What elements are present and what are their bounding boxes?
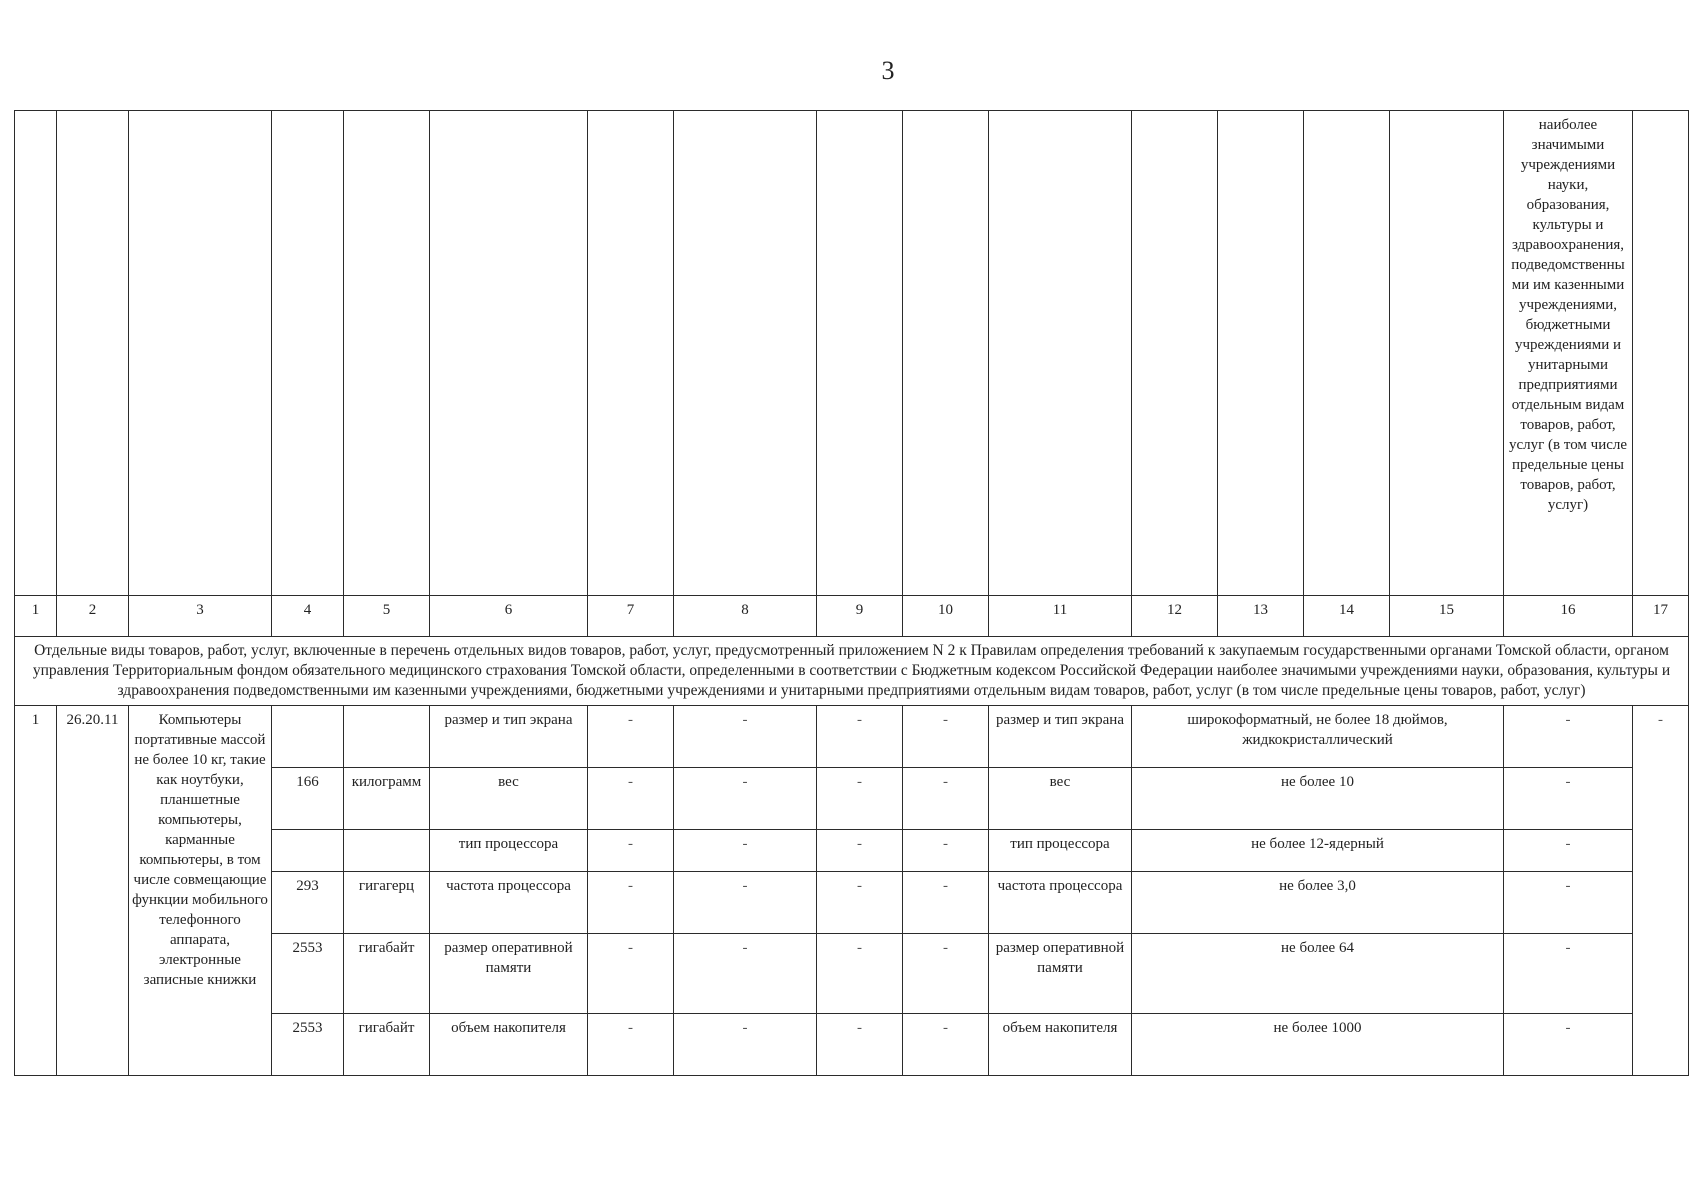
characteristic: тип процессора: [430, 830, 588, 872]
header-cell: [1390, 111, 1504, 596]
value-cell: -: [903, 872, 989, 934]
column-number: 8: [674, 596, 817, 637]
characteristic: объем накопителя: [430, 1014, 588, 1076]
value-cell: -: [1504, 830, 1633, 872]
characteristic-approved: частота процессора: [989, 872, 1132, 934]
header-cell: [1633, 111, 1689, 596]
value-cell: -: [1504, 768, 1633, 830]
value-cell: -: [903, 830, 989, 872]
value-cell: -: [588, 768, 674, 830]
col17-cell: -: [1633, 706, 1689, 1076]
value-cell: -: [817, 706, 903, 768]
column-number: 11: [989, 596, 1132, 637]
requirements-table: [14, 110, 1689, 1076]
value-cell: -: [1504, 934, 1633, 1014]
value-cell: -: [588, 1014, 674, 1076]
unit-name: [344, 830, 430, 872]
value-cell: -: [674, 830, 817, 872]
column-number: 1: [15, 596, 57, 637]
value-cell: -: [588, 830, 674, 872]
value-cell: -: [674, 872, 817, 934]
characteristic-approved: объем накопителя: [989, 1014, 1132, 1076]
header-cell-16: наиболее значимыми учреждениями науки, образования, культуры и здравоохранения, подведомственными им казенными учреждениями, бюджетными учреждениями и унитарными предприятиями отдельным видам товаров, работ, услуг (в том числе предельные цены товаров, работ, услуг): [1504, 111, 1633, 596]
header-cell: [272, 111, 344, 596]
value-cell: -: [817, 1014, 903, 1076]
header-cell: [1132, 111, 1218, 596]
item-name: Компьютеры портативные массой не более 10 кг, такие как ноутбуки, планшетные компьютеры, карманные компьютеры, в том числе совмещающие функции мобильного телефонного аппарата, электронные записные книжки: [129, 706, 272, 1076]
unit-name: килограмм: [344, 768, 430, 830]
okei-code: 293: [272, 872, 344, 934]
column-number: 7: [588, 596, 674, 637]
value-cell: -: [817, 768, 903, 830]
section-title: Отдельные виды товаров, работ, услуг, включенные в перечень отдельных видов товаров, работ, услуг, предусмотренный приложением N 2 к Правилам определения требований к закупаемым государственными органами Томской области, органом управления Территориальным фондом обязательного медицинского страхования Томской области, определенными в соответствии с Бюджетным кодексом Российской Федерации наиболее значимыми учреждениями науки, образования, культуры и здравоохранения подведомственными им казенными учреждениями, бюджетными учреждениями и унитарными предприятиями отдельным видам товаров, работ, услуг (в том числе предельные цены товаров, работ, услуг): [15, 637, 1689, 706]
okei-code: 2553: [272, 934, 344, 1014]
characteristic-value: не более 1000: [1132, 1014, 1504, 1076]
table-row: [15, 706, 1689, 768]
header-cell: [430, 111, 588, 596]
characteristic-value: широкоформатный, не более 18 дюймов, жидкокристаллический: [1132, 706, 1504, 768]
column-number: 4: [272, 596, 344, 637]
value-cell: -: [674, 706, 817, 768]
okei-code: 166: [272, 768, 344, 830]
header-cell: [903, 111, 989, 596]
characteristic: размер и тип экрана: [430, 706, 588, 768]
characteristic-approved: размер и тип экрана: [989, 706, 1132, 768]
header-cell: [129, 111, 272, 596]
header-cell: [588, 111, 674, 596]
header-cell: [344, 111, 430, 596]
column-number-row: [15, 596, 1689, 637]
characteristic: вес: [430, 768, 588, 830]
page-number: 3: [881, 56, 895, 85]
column-number: 17: [1633, 596, 1689, 637]
value-cell: -: [588, 872, 674, 934]
header-cell: [57, 111, 129, 596]
header-cell: [817, 111, 903, 596]
value-cell: -: [1504, 1014, 1633, 1076]
header-cell: [1218, 111, 1304, 596]
header-cell: [1304, 111, 1390, 596]
value-cell: -: [588, 934, 674, 1014]
characteristic: размер оперативной памяти: [430, 934, 588, 1014]
column-number: 10: [903, 596, 989, 637]
section-title-row: [15, 637, 1689, 706]
okpd-code: 26.20.11: [57, 706, 129, 1076]
value-cell: -: [674, 1014, 817, 1076]
unit-name: гигагерц: [344, 872, 430, 934]
column-number: 6: [430, 596, 588, 637]
column-number: 15: [1390, 596, 1504, 637]
characteristic-value: не более 64: [1132, 934, 1504, 1014]
item-number: 1: [15, 706, 57, 1076]
value-cell: -: [674, 768, 817, 830]
value-cell: -: [1504, 706, 1633, 768]
unit-name: [344, 706, 430, 768]
characteristic-value: не более 3,0: [1132, 872, 1504, 934]
header-cell: [674, 111, 817, 596]
value-cell: -: [588, 706, 674, 768]
value-cell: -: [903, 706, 989, 768]
characteristic: частота процессора: [430, 872, 588, 934]
characteristic-approved: размер оперативной памяти: [989, 934, 1132, 1014]
column-number: 3: [129, 596, 272, 637]
value-cell: -: [903, 934, 989, 1014]
characteristic-value: не более 10: [1132, 768, 1504, 830]
value-cell: -: [674, 934, 817, 1014]
column-number: 2: [57, 596, 129, 637]
header-continuation-row: [15, 111, 1689, 596]
value-cell: -: [903, 1014, 989, 1076]
header-cell: [989, 111, 1132, 596]
value-cell: -: [1504, 872, 1633, 934]
column-number: 5: [344, 596, 430, 637]
characteristic-approved: тип процессора: [989, 830, 1132, 872]
value-cell: -: [817, 934, 903, 1014]
item-rows: [15, 706, 1689, 1076]
characteristic-value: не более 12-ядерный: [1132, 830, 1504, 872]
characteristic-approved: вес: [989, 768, 1132, 830]
value-cell: -: [817, 830, 903, 872]
okei-code: [272, 830, 344, 872]
column-number: 12: [1132, 596, 1218, 637]
column-number: 9: [817, 596, 903, 637]
unit-name: гигабайт: [344, 934, 430, 1014]
column-number: 13: [1218, 596, 1304, 637]
value-cell: -: [903, 768, 989, 830]
okei-code: 2553: [272, 1014, 344, 1076]
header-cell: [15, 111, 57, 596]
okei-code: [272, 706, 344, 768]
unit-name: гигабайт: [344, 1014, 430, 1076]
column-number: 14: [1304, 596, 1390, 637]
value-cell: -: [817, 872, 903, 934]
column-number: 16: [1504, 596, 1633, 637]
